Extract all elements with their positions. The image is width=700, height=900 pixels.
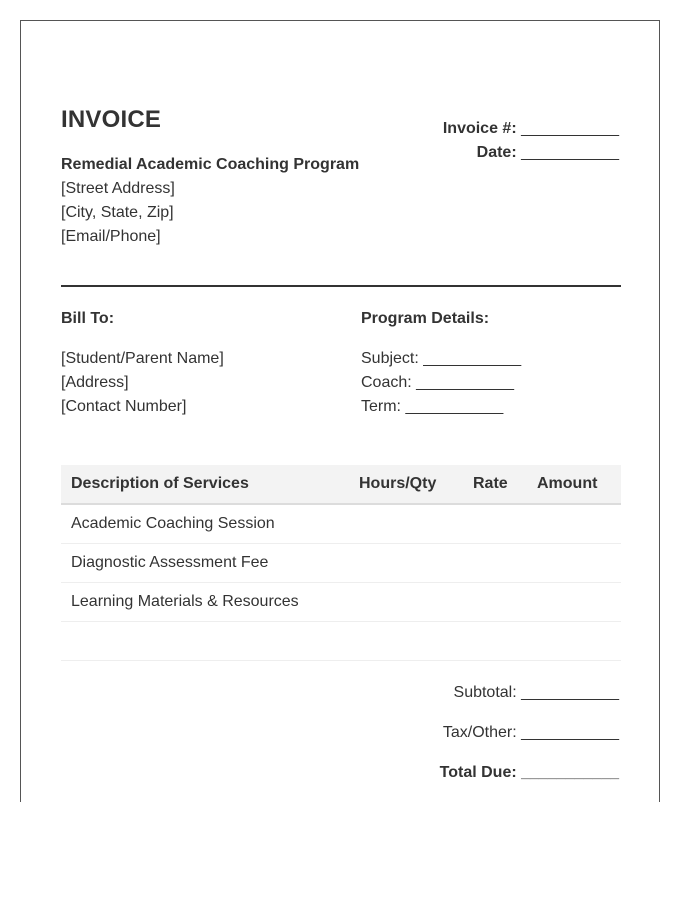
bill-to-name: [Student/Parent Name] bbox=[61, 350, 224, 367]
services-table bbox=[61, 465, 621, 661]
service-description: Learning Materials & Resources bbox=[71, 593, 299, 610]
header-description: Description of Services bbox=[71, 475, 249, 492]
table-row bbox=[61, 622, 621, 661]
bill-to-contact: [Contact Number] bbox=[61, 398, 187, 415]
invoice-date-row bbox=[477, 144, 619, 162]
bill-to-heading: Bill To: bbox=[61, 310, 115, 327]
service-description: Academic Coaching Session bbox=[71, 515, 275, 532]
header-divider bbox=[61, 285, 621, 287]
invoice-number-label: Invoice #: bbox=[442, 120, 517, 137]
invoice-number-field[interactable]: ___________ bbox=[521, 120, 619, 137]
header-amount: Amount bbox=[537, 475, 598, 492]
table-row bbox=[61, 544, 621, 583]
organization-name: Remedial Academic Coaching Program bbox=[61, 156, 360, 173]
city-state-zip: [City, State, Zip] bbox=[61, 204, 174, 221]
program-details-heading: Program Details: bbox=[361, 310, 490, 327]
table-row bbox=[61, 583, 621, 622]
table-row bbox=[61, 505, 621, 544]
subtotal-row: Subtotal: ___________ bbox=[453, 684, 619, 701]
service-description: Diagnostic Assessment Fee bbox=[71, 554, 269, 571]
street-address: [Street Address] bbox=[61, 180, 175, 197]
invoice-sheet bbox=[20, 20, 660, 802]
total-due-row: Total Due: ___________ bbox=[439, 764, 619, 781]
program-coach: Coach: ___________ bbox=[361, 374, 515, 391]
invoice-date-field[interactable]: ___________ bbox=[521, 144, 619, 161]
header-hours-qty: Hours/Qty bbox=[359, 475, 437, 492]
bill-to-address: [Address] bbox=[61, 374, 129, 391]
invoice-date-label: Date: bbox=[476, 144, 517, 161]
invoice-number-row bbox=[443, 120, 619, 138]
email-phone: [Email/Phone] bbox=[61, 228, 161, 245]
services-table-header bbox=[61, 465, 621, 505]
program-subject: Subject: ___________ bbox=[361, 350, 522, 367]
header-rate: Rate bbox=[473, 475, 508, 492]
invoice-title: INVOICE bbox=[61, 106, 162, 133]
tax-other-row: Tax/Other: ___________ bbox=[442, 724, 619, 741]
program-term: Term: ___________ bbox=[361, 398, 504, 415]
